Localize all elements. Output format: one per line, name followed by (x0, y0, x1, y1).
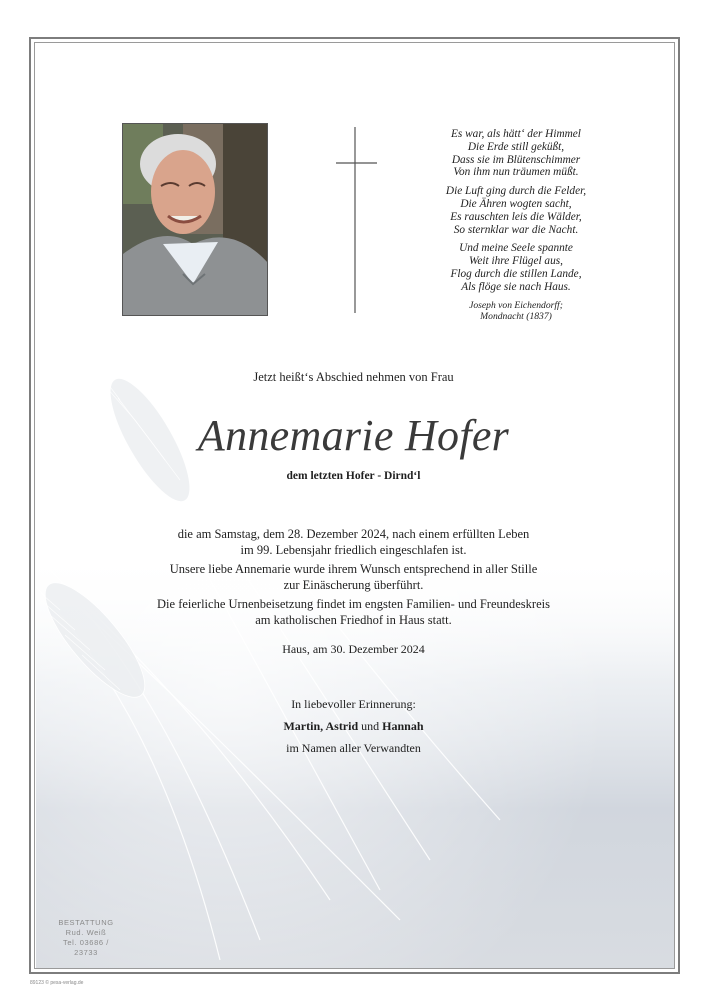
relatives-line: im Namen aller Verwandten (286, 741, 421, 755)
poem-line: Die Ähren wogten sacht, (460, 197, 572, 210)
paragraph (0, 527, 707, 558)
poem (400, 128, 632, 322)
intro-text: Jetzt heißt‘s Abschied nehmen von Frau (253, 370, 454, 384)
poem-line: Es rauschten leis die Wälder, (450, 210, 582, 223)
poem-line: Die Luft ging durch die Felder, (445, 185, 587, 198)
portrait-photo (122, 123, 268, 316)
poem-line: Dass sie im Blütenschimmer (451, 153, 581, 166)
funeral-home-phone: Tel. 03686 / 23733 (63, 938, 109, 957)
poem-line: Von ihm nun träumen müßt. (453, 166, 579, 179)
mourners-names (0, 719, 707, 734)
poem-stanza-2 (400, 185, 632, 236)
text-line: im 99. Lebensjahr friedlich eingeschlafen ist. (240, 542, 467, 557)
text-line: Die feierliche Urnenbeisetzung findet im engsten Familien- und Freundeskreis (157, 597, 550, 611)
funeral-home-logo (50, 918, 122, 958)
poem-source: Mondnacht (1837) (480, 310, 552, 322)
poem-stanza-3 (400, 242, 632, 293)
text-line: am katholischen Friedhof in Haus statt. (255, 612, 452, 627)
poem-author: Joseph von Eichendorff; (469, 299, 563, 311)
poem-line: Die Erde still geküßt, (467, 140, 565, 153)
memory-heading: In liebevoller Erinnerung: (291, 697, 416, 711)
poem-line: Weit ihre Flügel aus, (469, 255, 563, 268)
mourners-names-and: und (358, 719, 383, 733)
poem-stanza-1 (400, 128, 632, 179)
funeral-home-name: Rud. Weiß (65, 928, 107, 937)
print-code: 89123 © pesa-verlag.de (30, 980, 84, 986)
paragraph (0, 562, 707, 593)
deceased-name: Annemarie Hofer (197, 411, 510, 460)
poem-line: Flog durch die stillen Lande, (450, 267, 582, 280)
cross-icon (335, 125, 379, 315)
memory-block (0, 697, 707, 756)
mourners-names-last: Hannah (382, 719, 424, 733)
nickname: dem letzten Hofer - Dirnd‘l (286, 470, 421, 482)
text-line: die am Samstag, dem 28. Dezember 2024, nach einem erfüllten Leben (177, 527, 530, 541)
poem-line: Als flöge sie nach Haus. (461, 280, 571, 293)
funeral-home-title: BESTATTUNG (58, 918, 114, 927)
paragraph (0, 597, 707, 628)
poem-line: So sternklar war die Nacht. (453, 223, 579, 236)
text-line: zur Einäscherung überführt. (283, 577, 424, 592)
poem-line: Es war, als hätt‘ der Himmel (451, 128, 581, 140)
poem-line: Und meine Seele spannte (459, 242, 573, 255)
text-line: Unsere liebe Annemarie wurde ihrem Wunsch entsprechend in aller Stille (169, 562, 538, 576)
place-date: Haus, am 30. Dezember 2024 (282, 642, 425, 656)
mourners-names-first: Martin, Astrid (283, 719, 359, 733)
announcement-body (0, 527, 707, 632)
